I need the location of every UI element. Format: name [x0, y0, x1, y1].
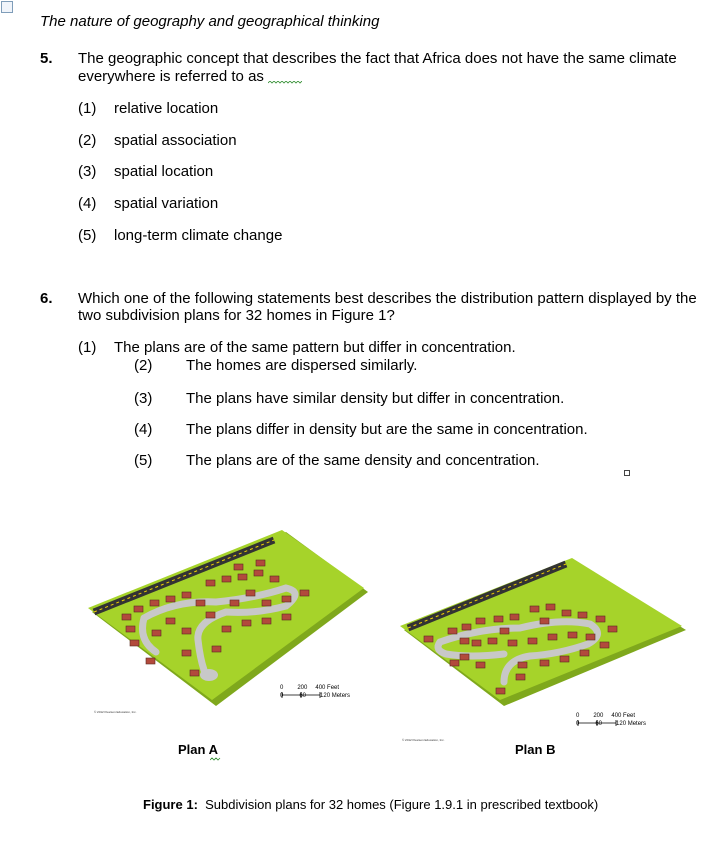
- q5-option-4-text: spatial variation: [114, 195, 219, 212]
- q6-option-1-num: (1): [78, 339, 97, 356]
- q6-text: Which one of the following statements best describes the distribution pattern displayed by the two subdivision plans for 32 homes in Figure 1?: [78, 290, 697, 324]
- q6-option-3-num: (3): [134, 390, 153, 407]
- q6-option-4-num: (4): [134, 421, 153, 438]
- plan-a-label: Plan A: [178, 742, 218, 757]
- q6-option-4-text: The plans differ in density but are the same in concentration.: [186, 421, 588, 438]
- section-heading: The nature of geography and geographical thinking: [40, 13, 380, 30]
- plan-b-land: [400, 558, 682, 700]
- q5-option-5-text: long-term climate change: [114, 227, 283, 244]
- plan-b-scale-labels: 0 200 400 Feet 0 60 120 Meters: [576, 713, 647, 727]
- q6-option-3-text: The plans have similar density but differ in concentration.: [186, 390, 565, 407]
- q5-blank: [268, 67, 302, 81]
- q5-option-4-num: (4): [78, 195, 97, 212]
- paragraph-anchor-marker: [624, 470, 630, 476]
- q6-option-5-num: (5): [134, 452, 153, 469]
- q6-option-1-text: The plans are of the same pattern but differ in concentration.: [114, 339, 516, 356]
- figure-caption: Figure 1: Subdivision plans for 32 homes (Figure 1.9.1 in prescribed textbook): [143, 797, 599, 812]
- plan-a-copyright: © 2012 Pearson Education, Inc.: [94, 710, 137, 714]
- q6-option-2-num: (2): [134, 357, 153, 374]
- q5-option-1-num: (1): [78, 100, 97, 117]
- q5-option-5-num: (5): [78, 227, 97, 244]
- q5-number: 5.: [40, 50, 53, 67]
- q6-number: 6.: [40, 290, 53, 307]
- q6-option-2-text: The homes are dispersed similarly.: [186, 357, 418, 374]
- q5-option-3-text: spatial location: [114, 163, 214, 180]
- q5-option-1-text: relative location: [114, 100, 219, 117]
- plan-b-copyright: © 2012 Pearson Education, Inc.: [402, 738, 445, 742]
- plan-a-spellcheck-mark: [210, 757, 221, 761]
- q6-option-5-text: The plans are of the same density and concentration.: [186, 452, 540, 469]
- table-move-handle[interactable]: [1, 1, 13, 13]
- plan-a-scale-labels: 0 200 400 Feet 0 60 120 Meters: [280, 685, 351, 699]
- plan-b-label: Plan B: [515, 742, 556, 757]
- q5-option-2-text: spatial association: [114, 132, 237, 149]
- plan-b-figure: [400, 558, 690, 708]
- q5-option-2-num: (2): [78, 132, 97, 149]
- q5-option-3-num: (3): [78, 163, 97, 180]
- q5-text: The geographic concept that describes the fact that Africa does not have the same climate everywhere is referred to as: [78, 50, 677, 85]
